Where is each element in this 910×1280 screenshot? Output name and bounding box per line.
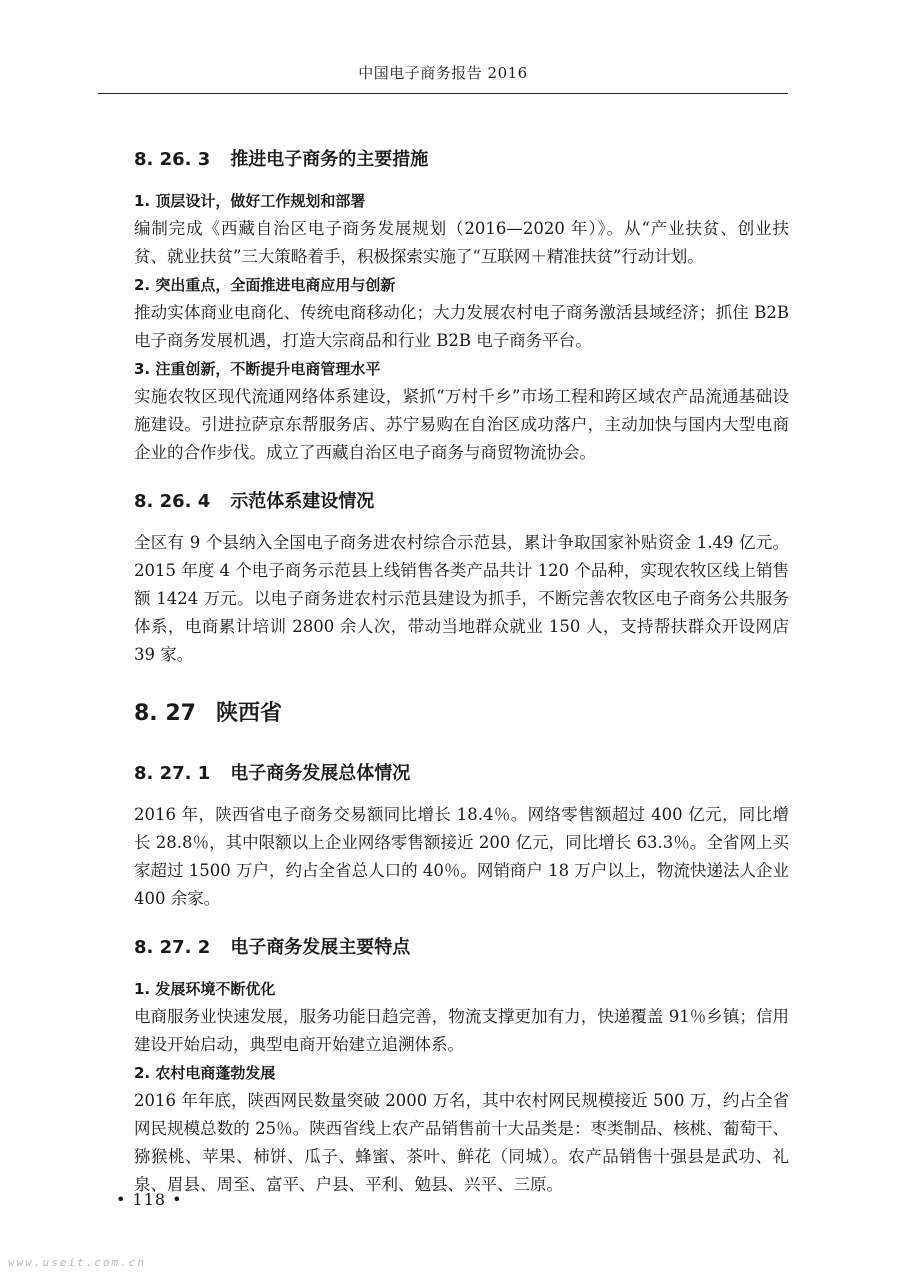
subheading-highlight-focus: 2. 突出重点，全面推进电商应用与创新 xyxy=(134,276,396,294)
chapter-title: 陕西省 xyxy=(215,701,282,726)
section-number: 8. 26. 4 xyxy=(134,491,211,512)
section-title: 示范体系建设情况 xyxy=(230,491,375,512)
section-number: 8. 27. 1 xyxy=(134,763,211,784)
chapter-number: 8. 27 xyxy=(134,701,196,726)
section-title: 电子商务发展总体情况 xyxy=(230,763,411,784)
paragraph-demo-system: 全区有 9 个县纳入全国电子商务进农村综合示范县，累计争取国家补贴资金 1.49 亿元。2015 年度 4 个电子商务示范县上线销售各类产品共计 120 个品种，实现农牧区线上销售额 1424 万元。以电子商务进农村示范县建设为抓手，不断完善农牧区电子商务公共服务体系，电商累计培训 2800 余人次，带动当地群众就业 150 人，支持帮扶群众开设网店 39 家。 xyxy=(134,533,789,664)
paragraph-environment: 电商服务业快速发展，服务功能日趋完善，物流支撑更加有力，快递覆盖 91％乡镇；信用建设开始启动，典型电商开始建立追溯体系。 xyxy=(134,1007,789,1054)
section-heading-8-26-4 xyxy=(134,487,789,517)
page-number: • 118 • xyxy=(116,1190,183,1209)
subheading-rural-ecommerce: 2. 农村电商蓬勃发展 xyxy=(134,1064,276,1082)
watermark: www.useit.com.cn xyxy=(8,1256,146,1269)
paragraph-highlight-focus: 推动实体商业电商化、传统电商移动化；大力发展农村电子商务激活县域经济；抓住 B2B 电子商务发展机遇，打造大宗商品和行业 B2B 电子商务平台。 xyxy=(134,303,789,350)
section-number: 8. 27. 2 xyxy=(134,937,211,958)
subheading-innovation: 3. 注重创新，不断提升电商管理水平 xyxy=(134,360,381,378)
subheading-environment: 1. 发展环境不断优化 xyxy=(134,980,276,998)
subheading-top-level-design: 1. 顶层设计，做好工作规划和部署 xyxy=(134,192,366,210)
section-number: 8. 26. 3 xyxy=(134,149,211,170)
page-body xyxy=(134,145,789,1199)
paragraph-innovation: 实施农牧区现代流通网络体系建设，紧抓“万村千乡”市场工程和跨区域农产品流通基础设施建设。引进拉萨京东帮服务店、苏宁易购在自治区成功落户，主动加快与国内大型电商企业的合作步伐。成立了西藏自治区电子商务与商贸物流协会。 xyxy=(134,387,789,462)
section-heading-8-26-3 xyxy=(134,145,789,175)
section-title: 推进电子商务的主要措施 xyxy=(230,149,429,170)
section-heading-8-27-1 xyxy=(134,759,789,789)
running-header: 中国电子商务报告 2016 xyxy=(358,64,528,82)
paragraph-top-level-design: 编制完成《西藏自治区电子商务发展规划（2016—2020 年）》。从“产业扶贫、创业扶贫、就业扶贫”三大策略着手，积极探索实施了“互联网＋精准扶贫”行动计划。 xyxy=(134,219,789,266)
header-rule xyxy=(98,93,788,94)
paragraph-rural-ecommerce: 2016 年年底，陕西网民数量突破 2000 万名，其中农村网民规模接近 500 万，约占全省网民规模总数的 25％。陕西省线上农产品销售前十大品类是：枣类制品、核桃、葡萄干、猕猴桃、苹果、柿饼、瓜子、蜂蜜、茶叶、鲜花（同城）。农产品销售十强县是武功、礼泉、眉县、周至、富平、户县、平利、勉县、兴平、三原。 xyxy=(134,1091,789,1194)
section-title: 电子商务发展主要特点 xyxy=(230,937,411,958)
section-heading-8-27-2 xyxy=(134,933,789,963)
chapter-heading-8-27 xyxy=(134,697,789,731)
paragraph-overall-status: 2016 年，陕西省电子商务交易额同比增长 18.4％。网络零售额超过 400 亿元，同比增长 28.8％，其中限额以上企业网络零售额接近 200 亿元，同比增长 63.3％。全省网上买家超过 1500 万户，约占全省总人口的 40％。网销商户 18 万户以上，物流快递法人企业 400 余家。 xyxy=(134,805,789,908)
